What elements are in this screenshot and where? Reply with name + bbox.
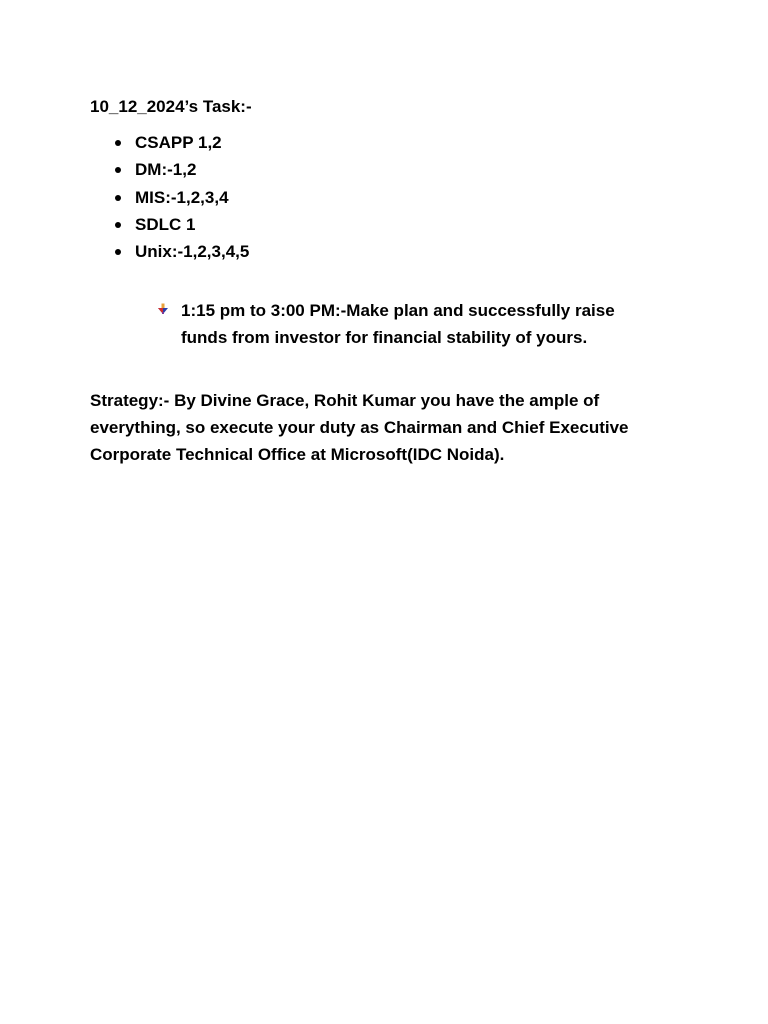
strategy-paragraph: Strategy:- By Divine Grace, Rohit Kumar you have the ample of everything, so execute your duty as Chairman and Chief Executive Corporate Technical Office at Microsoft(IDC Noida).: [90, 391, 629, 464]
arrow-bullet-icon: [157, 303, 169, 315]
task-label: SDLC 1: [135, 214, 196, 234]
bullet-icon: [115, 195, 121, 201]
task-label: MIS:-1,2,3,4: [135, 187, 229, 207]
list-item: [90, 241, 249, 268]
schedule-item: [157, 297, 637, 351]
bullet-icon: [115, 222, 121, 228]
page-title: 10_12_2024’s Task:-: [90, 97, 252, 116]
task-label: CSAPP 1,2: [135, 133, 222, 152]
list-item: [90, 132, 249, 159]
task-label: Unix:-1,2,3,4,5: [135, 242, 250, 262]
task-list: [90, 132, 249, 268]
bullet-icon: [115, 140, 121, 146]
list-item: [90, 187, 249, 214]
bullet-icon: [115, 167, 121, 173]
schedule-text: 1:15 pm to 3:00 PM:-Make plan and successfully raise funds from investor for financial stability of yours.: [181, 301, 615, 347]
task-label: DM:-1,2: [135, 160, 197, 180]
bullet-icon: [115, 249, 121, 255]
list-item: [90, 159, 249, 186]
list-item: [90, 214, 249, 241]
